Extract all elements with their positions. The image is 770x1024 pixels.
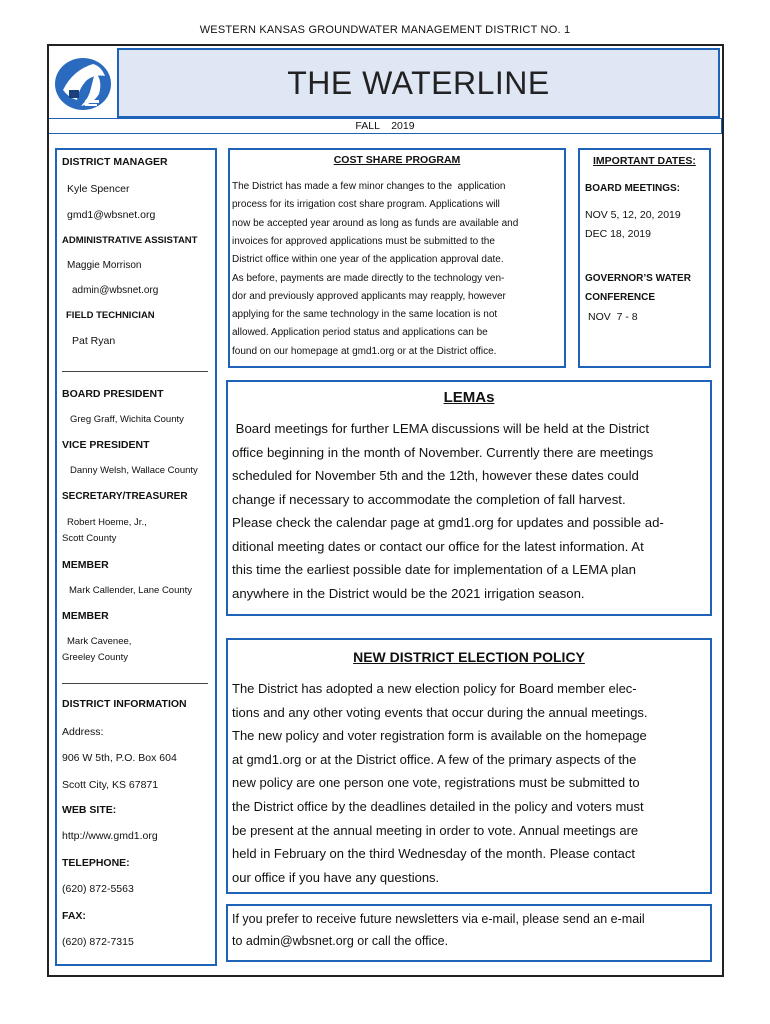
board-president-name: Greg Graff, Wichita County xyxy=(70,414,184,425)
election-policy-line: tions and any other voting events that occur during the annual meetings. xyxy=(232,704,648,720)
cost-share-line: The District has made a few minor changes to the application xyxy=(232,181,506,192)
election-policy-line: be present at the annual meeting in order to vote. Annual meetings are xyxy=(232,822,639,838)
lemas-line: Board meetings for further LEMA discussions will be held at the District xyxy=(232,421,650,436)
cost-share-line: invoices for approved applications must be submitted to the xyxy=(232,235,495,247)
election-policy-line: The new policy and voter registration form is available on the homepage xyxy=(232,728,647,744)
lemas-line: office beginning in the month of November. Currently there are meetings xyxy=(232,444,654,460)
board-meetings-dates-line1: NOV 5, 12, 20, 2019 xyxy=(585,209,681,221)
conference-label-line2: CONFERENCE xyxy=(585,292,656,303)
cost-share-line: As before, payments are made directly to the technology ven- xyxy=(232,272,505,284)
conference-label-line1: GOVERNOR’S WATER xyxy=(585,273,691,284)
district-logo-icon xyxy=(49,46,117,118)
address-label: Address: xyxy=(62,726,104,738)
member2-heading: MEMBER xyxy=(62,610,109,622)
election-policy-line: new policy are one person one vote, registrations must be submitted to xyxy=(232,775,640,791)
vice-president-name: Danny Welsh, Wallace County xyxy=(70,465,198,476)
election-policy-line: held in February on the third Wednesday of the month. Please contact xyxy=(232,846,635,862)
sidebar-divider xyxy=(62,371,208,372)
issue-date: FALL 2019 xyxy=(49,118,722,134)
admin-assistant-heading: ADMINISTRATIVE ASSISTANT xyxy=(62,235,198,246)
newsletter-title: THE WATERLINE xyxy=(287,64,550,101)
member1-name: Mark Callender, Lane County xyxy=(69,585,193,596)
website-label: WEB SITE: xyxy=(62,804,117,816)
telephone-number: (620) 872-5563 xyxy=(62,883,134,895)
election-policy-line: the District office by the deadlines detailed in the policy and voters must xyxy=(232,799,644,814)
lemas-line: ditional meeting dates or contact our office for the latest information. At xyxy=(232,538,644,554)
secretary-name-line2: Scott County xyxy=(62,533,117,544)
cost-share-title: COST SHARE PROGRAM xyxy=(333,154,461,166)
election-policy-line: our office if you have any questions. xyxy=(232,869,440,885)
cost-share-line: allowed. Application period status and applications can be xyxy=(232,327,488,339)
cost-share-line: dor and previously approved applicants may reapply, however xyxy=(232,290,506,302)
conference-date: NOV 7 - 8 xyxy=(588,311,638,323)
lemas-line: scheduled for November 5th and the 12th, however these dates could xyxy=(232,468,639,483)
district-manager-email: gmd1@wbsnet.org xyxy=(67,209,156,221)
fax-number: (620) 872-7315 xyxy=(62,936,134,948)
board-president-heading: BOARD PRESIDENT xyxy=(62,388,164,400)
cost-share-line: found on our homepage at gmd1.org or at the District office. xyxy=(232,345,497,357)
fax-label: FAX: xyxy=(62,910,86,922)
vice-president-heading: VICE PRESIDENT xyxy=(62,439,150,451)
lemas-line: Please check the calendar page at gmd1.org for updates and possible ad- xyxy=(232,515,664,530)
lemas-line: this time the earliest possible date for implementation of a LEMA plan xyxy=(232,562,636,577)
member2-name-line2: Greeley County xyxy=(62,652,129,663)
field-technician-heading: FIELD TECHNICIAN xyxy=(66,310,155,321)
telephone-label: TELEPHONE: xyxy=(62,857,130,869)
board-meetings-label: BOARD MEETINGS: xyxy=(585,183,680,194)
secretary-name-line1: Robert Hoeme, Jr., xyxy=(67,517,147,528)
address-line2: Scott City, KS 67871 xyxy=(62,779,159,791)
admin-assistant-email: admin@wbsnet.org xyxy=(72,285,159,296)
district-manager-name: Kyle Spencer xyxy=(67,183,130,195)
important-dates-panel xyxy=(578,148,711,368)
member1-heading: MEMBER xyxy=(62,559,109,571)
sidebar-divider xyxy=(62,683,208,684)
lemas-line: change if necessary to accommodate the completion of fall harvest. xyxy=(232,491,626,507)
important-dates-title: IMPORTANT DATES: xyxy=(593,155,696,167)
board-meetings-dates-line2: DEC 18, 2019 xyxy=(585,228,651,240)
cost-share-line: District office within one year of the application approval date. xyxy=(232,254,504,266)
election-policy-line: at gmd1.org or at the District office. A few of the primary aspects of the xyxy=(232,751,637,767)
website-link[interactable]: http://www.gmd1.org xyxy=(62,830,158,842)
district-info-heading: DISTRICT INFORMATION xyxy=(62,698,187,710)
field-technician-name: Pat Ryan xyxy=(72,335,116,347)
district-manager-heading: DISTRICT MANAGER xyxy=(62,156,168,168)
email-notice-line: to admin@wbsnet.org or call the office. xyxy=(232,934,449,948)
newsletter-title-banner xyxy=(117,48,720,118)
email-notice-line: If you prefer to receive future newsletters via e-mail, please send an e-mail xyxy=(232,912,645,926)
member2-name-line1: Mark Cavenee, xyxy=(67,636,132,647)
election-policy-line: The District has adopted a new election policy for Board member elec- xyxy=(232,681,637,696)
election-policy-title: NEW DISTRICT ELECTION POLICY xyxy=(353,649,585,665)
cost-share-line: now be accepted year around as long as funds are available and xyxy=(232,217,519,229)
admin-assistant-name: Maggie Morrison xyxy=(67,260,142,271)
cost-share-line: applying for the same technology in the same location is not xyxy=(232,309,498,321)
secretary-heading: SECRETARY/TREASURER xyxy=(62,491,188,502)
lemas-line: anywhere in the District would be the 2021 irrigation season. xyxy=(232,585,585,601)
organization-name: WESTERN KANSAS GROUNDWATER MANAGEMENT DISTRICT NO. 1 xyxy=(199,24,571,36)
lemas-title: LEMAs xyxy=(443,389,495,406)
cost-share-line: process for its irrigation cost share program. Applications will xyxy=(232,199,500,211)
address-line1: 906 W 5th, P.O. Box 604 xyxy=(62,752,177,764)
